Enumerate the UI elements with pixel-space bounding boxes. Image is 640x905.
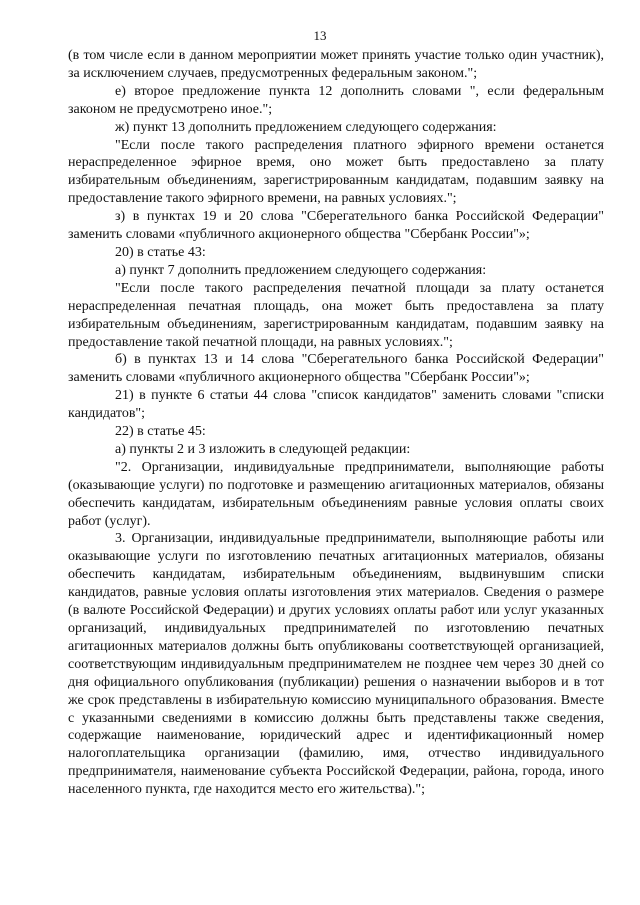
paragraph: "Если после такого распределения печатной площади за плату останется нераспределенная печатная площадь, она может быть предоставлена за плату избирательным объединениям, зарегистрированным кандидатам, подавшим заявку на предоставление такой печатной площади, на равных условиях."; [68,280,604,350]
paragraph: 3. Организации, индивидуальные предприниматели, выполняющие работы или оказывающие услуги по изготовлению печатных агитационных материалов, обязаны обеспечить кандидатам, избирательным объединениям, выдвинувшим списки кандидатов, равные условия оплаты изготовления этих материалов. Сведения о размере (в валюте Российской Федерации) и других условиях оплаты работ или услуг указанных организаций, индивидуальных предпринимателей по изготовлению печатных агитационных материалов должны быть опубликованы соответствующей организацией, соответствующим индивидуальным предпринимателем не позднее чем через 30 дней со дня официального опубликования (публикации) решения о назначении выборов и в тот же срок представлены в избирательную комиссию муниципального образования. Вместе с указанными сведениями в комиссию должны быть представлены также сведения, содержащие наименование, юридический адрес и идентификационный номер налогоплательщика организации (фамилию, имя, отчество индивидуального предпринимателя, наименование субъекта Российской Федерации, района, города, иного населенного пункта, где находится место его жительства)."; [68,531,604,798]
paragraph: з) в пунктах 19 и 20 слова "Сберегательного банка Российской Федерации" заменить словами «публичного акционерного общества "Сбербанк России"»; [68,209,604,243]
paragraph: "Если после такого распределения платного эфирного времени останется нераспределенное эфирное время, оно может быть предоставлено за плату избирательным объединениям, зарегистрированным кандидатам, подавшим заявку на предоставление такого эфирного времени, на равных условиях."; [68,137,604,207]
paragraph: "2. Организации, индивидуальные предприниматели, выполняющие работы (оказывающие услуги) по подготовке и размещению агитационных материалов, обязаны обеспечить кандидатам, избирательным объединениям равные условия оплаты своих работ (услуг). [68,459,604,529]
paragraph: 22) в статье 45: [115,424,206,440]
paragraph: е) второе предложение пункта 12 дополнить словами ", если федеральным законом не предусмотрено иное."; [68,83,604,117]
paragraph: (в том числе если в данном мероприятии может принять участие только один участник), за исключением случаев, предусмотренных федеральным законом."; [68,48,604,81]
paragraph: ж) пункт 13 дополнить предложением следующего содержания: [115,119,497,135]
paragraph: а) пункт 7 дополнить предложением следующего содержания: [115,262,487,278]
paragraph: 20) в статье 43: [115,244,206,260]
paragraph: а) пункты 2 и 3 изложить в следующей редакции: [115,441,411,457]
paragraph: б) в пунктах 13 и 14 слова "Сберегательного банка Российской Федерации" заменить словами «публичного акционерного общества "Сбербанк России"»; [68,352,604,386]
document-body [68,47,604,799]
page-number: 13 [313,28,327,43]
paragraph: 21) в пункте 6 статьи 44 слова "список кандидатов" заменить словами "списки кандидатов"; [68,388,604,422]
